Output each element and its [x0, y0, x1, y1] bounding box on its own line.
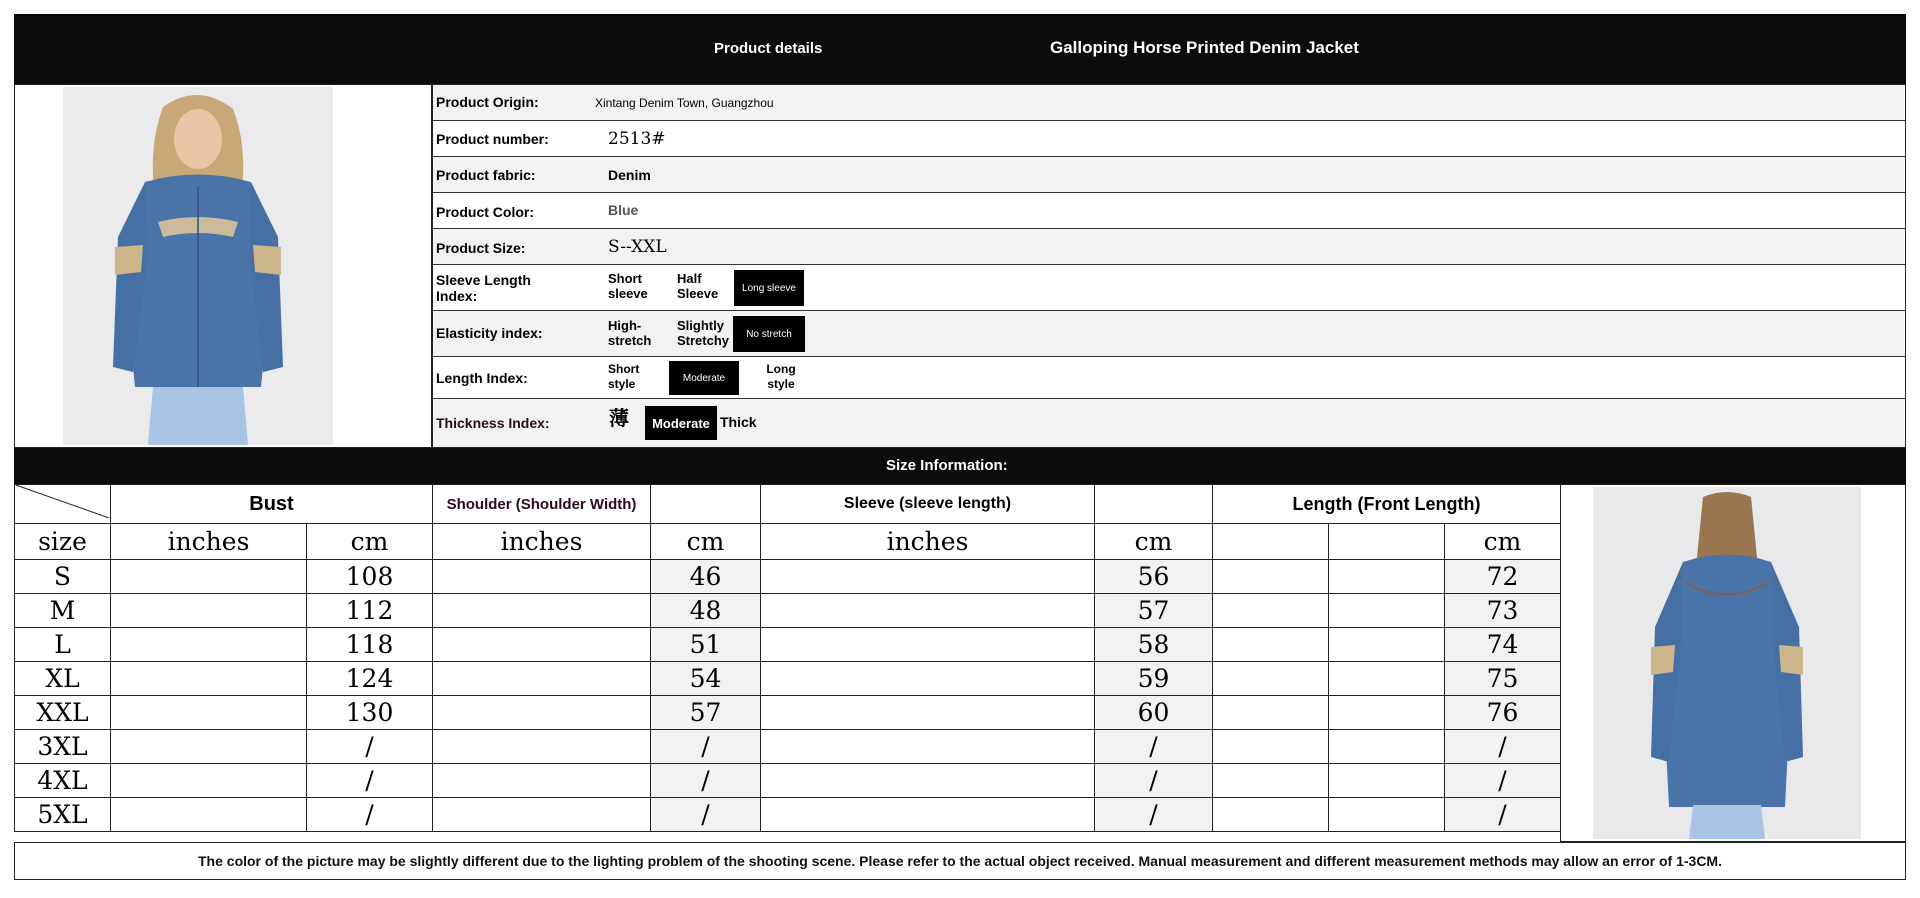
length-header: Length (Front Length): [1213, 485, 1561, 524]
shoulder-cm-cell: 51: [651, 628, 761, 662]
shoulder-inches-cell: [433, 560, 651, 594]
bust-cm-cell: 112: [307, 594, 433, 628]
bust-inches-cell: [111, 662, 307, 696]
sleeve-cm-cell: /: [1095, 798, 1213, 832]
length-extra-cell: [1329, 696, 1445, 730]
length-cm-cell: /: [1445, 730, 1561, 764]
back-model-photo: [1593, 487, 1861, 839]
diagonal-corner-cell: [15, 485, 111, 524]
length-cm-cell: 76: [1445, 696, 1561, 730]
sleeve-cm-cell: 56: [1095, 560, 1213, 594]
shoulder-cm-cell: 48: [651, 594, 761, 628]
bust-inches-cell: [111, 764, 307, 798]
length-cm-cell: /: [1445, 764, 1561, 798]
size-cell: L: [15, 628, 111, 662]
shoulder-cm-cell: 57: [651, 696, 761, 730]
sleeve-label: Sleeve Length Index:: [436, 272, 531, 304]
size-table-row: [15, 560, 1561, 594]
size-info-title: Size Information:: [886, 457, 1008, 474]
diagonal-line-icon: [15, 485, 110, 518]
shoulder-header-spacer: [651, 485, 761, 524]
number-row: [433, 121, 1905, 157]
shoulder-inches-cell: [433, 798, 651, 832]
size-table-row: [15, 594, 1561, 628]
size-value: S--XXL: [608, 237, 667, 257]
size-cell: XL: [15, 662, 111, 696]
length-cm-cell: 75: [1445, 662, 1561, 696]
shoulder-cm-cell: /: [651, 730, 761, 764]
sleeve-inches-subheader: inches: [761, 524, 1095, 560]
length-label: Length Index:: [436, 370, 528, 386]
length-cm-cell: 72: [1445, 560, 1561, 594]
elasticity-option-high: High-stretch: [608, 318, 652, 348]
sleeve-inches-cell: [761, 594, 1095, 628]
disclaimer-footer: [14, 842, 1906, 880]
sleeve-cm-subheader: cm: [1095, 524, 1213, 560]
sleeve-cm-cell: 59: [1095, 662, 1213, 696]
shoulder-inches-subheader: inches: [433, 524, 651, 560]
shoulder-cm-cell: 54: [651, 662, 761, 696]
size-label: Product Size:: [436, 240, 526, 256]
length-inches-cell: [1213, 560, 1329, 594]
length-cm-cell: /: [1445, 798, 1561, 832]
length-extra-cell: [1329, 730, 1445, 764]
color-value: Blue: [608, 202, 639, 218]
number-label: Product number:: [436, 131, 549, 147]
bust-cm-cell: 124: [307, 662, 433, 696]
shoulder-inches-cell: [433, 730, 651, 764]
length-extra-cell: [1329, 662, 1445, 696]
size-cell: XXL: [15, 696, 111, 730]
fabric-label: Product fabric:: [436, 167, 536, 183]
bust-cm-cell: 118: [307, 628, 433, 662]
size-table-row: [15, 696, 1561, 730]
bust-cm-cell: /: [307, 764, 433, 798]
length-option-long: Long style: [766, 362, 796, 391]
size-table-row: [15, 798, 1561, 832]
length-inches-cell: [1213, 798, 1329, 832]
length-extra-cell: [1329, 560, 1445, 594]
section-title: Product details: [714, 40, 823, 57]
front-model-photo: [63, 87, 333, 445]
back-photo-cell: [1560, 484, 1906, 842]
product-details-table: [432, 84, 1906, 448]
bust-cm-cell: /: [307, 798, 433, 832]
length-selected-badge: Moderate: [669, 361, 739, 395]
size-row: [433, 229, 1905, 265]
shoulder-cm-cell: 46: [651, 560, 761, 594]
thickness-option-thick: Thick: [720, 414, 757, 430]
size-info-bar: [14, 448, 1906, 484]
fabric-value: Denim: [608, 167, 651, 183]
color-label: Product Color:: [436, 204, 534, 220]
sleeve-row: [433, 265, 1905, 311]
shoulder-header: Shoulder (Shoulder Width): [433, 485, 651, 524]
shoulder-inches-cell: [433, 628, 651, 662]
front-photo-cell: [14, 84, 432, 448]
disclaimer-note: The color of the picture may be slightly different due to the lighting problem of the shooting scene. Please refer to the actual object received. Manual measurement and different measurement methods may allow an error of 1-3CM.: [198, 853, 1722, 869]
color-row: [433, 193, 1905, 229]
sleeve-cm-cell: /: [1095, 764, 1213, 798]
size-subheader: size: [15, 524, 111, 560]
length-inches-cell: [1213, 730, 1329, 764]
sleeve-cm-cell: 60: [1095, 696, 1213, 730]
length-cm-cell: 74: [1445, 628, 1561, 662]
size-table-row: [15, 764, 1561, 798]
sleeve-cm-cell: 58: [1095, 628, 1213, 662]
size-table: [14, 484, 1561, 832]
shoulder-cm-subheader: cm: [651, 524, 761, 560]
elasticity-option-slight: Slightly Stretchy: [677, 318, 730, 348]
length-extra-cell: [1329, 594, 1445, 628]
bust-inches-cell: [111, 560, 307, 594]
length-cm-cell: 73: [1445, 594, 1561, 628]
sleeve-inches-cell: [761, 662, 1095, 696]
length-inches-cell: [1213, 764, 1329, 798]
elasticity-label: Elasticity index:: [436, 325, 543, 341]
origin-row: [433, 85, 1905, 121]
sleeve-inches-cell: [761, 798, 1095, 832]
size-cell: M: [15, 594, 111, 628]
bust-inches-cell: [111, 628, 307, 662]
sleeve-inches-cell: [761, 764, 1095, 798]
size-cell: 4XL: [15, 764, 111, 798]
size-table-row: [15, 662, 1561, 696]
product-header-bar: [14, 14, 1906, 84]
length-option-short: Short style: [608, 362, 640, 391]
sleeve-selected-badge: Long sleeve: [734, 270, 804, 306]
length-cm-subheader: cm: [1445, 524, 1561, 560]
length-extra-empty: [1329, 524, 1445, 560]
bust-inches-cell: [111, 730, 307, 764]
length-inches-cell: [1213, 594, 1329, 628]
sleeve-cm-cell: 57: [1095, 594, 1213, 628]
thickness-label: Thickness Index:: [436, 415, 550, 431]
elasticity-selected-badge: No stretch: [733, 316, 805, 352]
sleeve-option-half: Half Sleeve: [677, 271, 719, 301]
size-cell: 5XL: [15, 798, 111, 832]
origin-value: Xintang Denim Town, Guangzhou: [595, 96, 774, 110]
sleeve-header: Sleeve (sleeve length): [761, 485, 1095, 524]
length-row: [433, 357, 1905, 399]
length-inches-cell: [1213, 696, 1329, 730]
sleeve-header-spacer: [1095, 485, 1213, 524]
shoulder-inches-cell: [433, 594, 651, 628]
length-inches-cell: [1213, 662, 1329, 696]
bust-cm-cell: 130: [307, 696, 433, 730]
thickness-option-thin: 薄: [609, 406, 629, 430]
sleeve-option-short: Short sleeve: [608, 271, 648, 301]
bust-inches-subheader: inches: [111, 524, 307, 560]
shoulder-inches-cell: [433, 696, 651, 730]
length-inches-cell: [1213, 628, 1329, 662]
sleeve-inches-cell: [761, 628, 1095, 662]
bust-header: Bust: [111, 485, 433, 524]
product-name: Galloping Horse Printed Denim Jacket: [1050, 38, 1359, 57]
shoulder-cm-cell: /: [651, 764, 761, 798]
size-table-header-row: [15, 485, 1561, 524]
length-extra-cell: [1329, 628, 1445, 662]
fabric-row: [433, 157, 1905, 193]
shoulder-cm-cell: /: [651, 798, 761, 832]
origin-label: Product Origin:: [436, 94, 539, 110]
elasticity-row: [433, 311, 1905, 357]
size-table-subheader-row: [15, 524, 1561, 560]
length-extra-cell: [1329, 798, 1445, 832]
number-value: 2513#: [608, 129, 666, 149]
size-table-row: [15, 628, 1561, 662]
bust-inches-cell: [111, 798, 307, 832]
bust-cm-cell: /: [307, 730, 433, 764]
thickness-row: [433, 399, 1905, 447]
shoulder-inches-cell: [433, 764, 651, 798]
bust-cm-cell: 108: [307, 560, 433, 594]
sleeve-inches-cell: [761, 560, 1095, 594]
thickness-selected-badge: Moderate: [645, 406, 717, 440]
sleeve-cm-cell: /: [1095, 730, 1213, 764]
sleeve-inches-cell: [761, 730, 1095, 764]
shoulder-inches-cell: [433, 662, 651, 696]
length-extra-cell: [1329, 764, 1445, 798]
length-inches-empty: [1213, 524, 1329, 560]
bust-inches-cell: [111, 696, 307, 730]
sleeve-inches-cell: [761, 696, 1095, 730]
size-table-body: [15, 560, 1561, 832]
bust-cm-subheader: cm: [307, 524, 433, 560]
size-cell: 3XL: [15, 730, 111, 764]
size-cell: S: [15, 560, 111, 594]
bust-inches-cell: [111, 594, 307, 628]
size-table-row: [15, 730, 1561, 764]
